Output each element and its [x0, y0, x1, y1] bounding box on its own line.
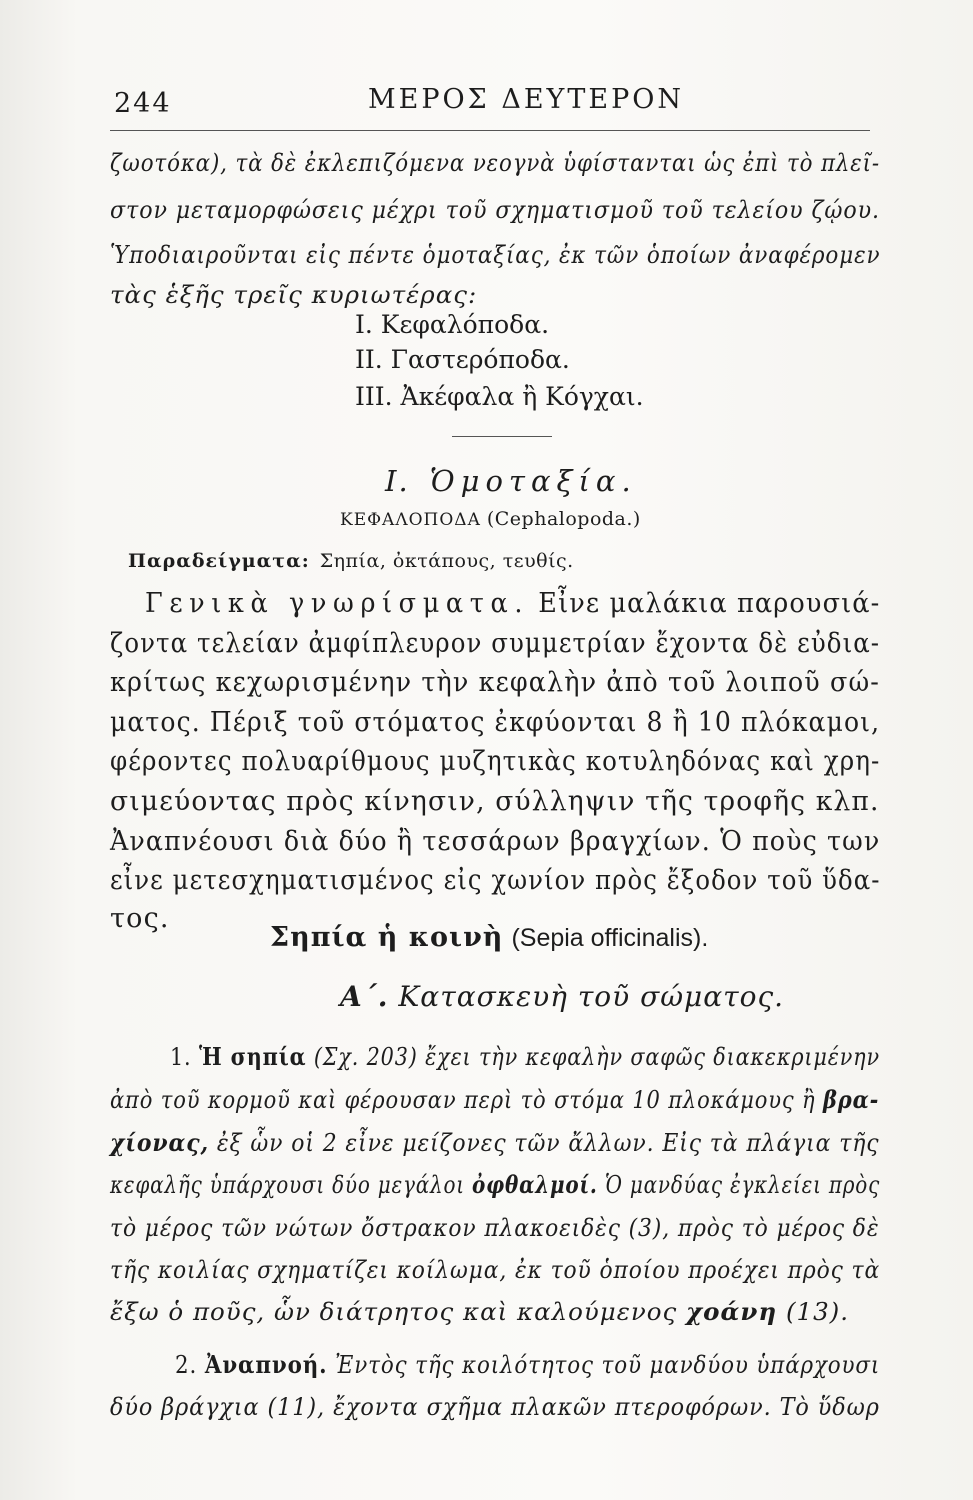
para1-line-5: τὸ μέρος τῶν νώτων ὄστρακον πλακοειδὲς (3), πρὸς τὸ μέρος δὲ [110, 1213, 880, 1242]
characteristics-line-2: ζοντα τελείαν ἀμφίπλευρον συμμετρίαν ἔχοντα δὲ εὐδια- [110, 628, 881, 659]
intro-line-2: στον μεταμορφώσεις μέχρι τοῦ σχηματισμοῦ τοῦ τελείου ζῴου. [110, 195, 880, 224]
subtitle-greek: ΚΕΦΑΛΟΠΟΔΑ [340, 510, 481, 530]
section-title: Ὁμοταξία. [429, 464, 637, 498]
para1-line-7-pre: ἔξω ὁ ποῦς, ὧν διάτρητος καὶ καλούμενος [110, 1297, 678, 1326]
characteristics-line-9: τος. [110, 903, 170, 934]
para1-term-brachiones-end: χίονας, [110, 1128, 210, 1157]
characteristics-line-7: Ἀναπνέουσι διὰ δύο ἢ τεσσάρων βραγχίων. Ὁ ποὺς των [110, 826, 881, 857]
intro-line-3: Ὑποδιαιροῦνται εἰς πέντε ὁμοταξίας, ἐκ τῶν ὁποίων ἀναφέρομεν [110, 240, 881, 269]
para1-term-brachiones: βρα- [823, 1085, 880, 1114]
para1-line-7-rest: (13). [785, 1297, 850, 1326]
running-head: ΜΕΡΟΣ ΔΕΥΤΕΡΟΝ [368, 84, 685, 115]
class-item-2: II. Γαστερόποδα. [355, 345, 570, 374]
subtitle-latin: (Cephalopoda.) [486, 508, 641, 530]
page-number: 244 [114, 88, 172, 119]
subsection-heading [340, 980, 784, 1013]
class-item-3: III. Ἀκέφαλα ἢ Κόγχαι. [355, 382, 644, 411]
section-subtitle [340, 508, 641, 530]
species-latin: (Sepia officinalis). [511, 924, 709, 952]
section-heading [385, 464, 637, 498]
characteristics-line-4: ματος. Πέριξ τοῦ στόματος ἐκφύονται 8 ἢ 10 πλόκαμοι, [110, 707, 881, 738]
para1-line-4-pre: κεφαλῆς ὑπάρχουσι δύο μεγάλοι [110, 1170, 465, 1199]
para1-line-6: τῆς κοιλίας σχηματίζει κοίλωμα, ἐκ τοῦ ὁποίου προέχει πρὸς τὰ [110, 1255, 881, 1284]
intro-line-4: τὰς ἑξῆς τρεῖς κυριωτέρας: [110, 280, 478, 309]
species-name: Σηπία ἡ κοινὴ [270, 922, 504, 953]
para1-keyword: Ἡ σηπία [198, 1042, 307, 1071]
para1-line-7 [110, 1297, 849, 1326]
characteristics-line-5: φέροντες πολυαρίθμους μυζητικὰς κοτυληδόνας καὶ χρη- [110, 746, 881, 777]
para2-keyword: Ἀναπνοή. [204, 1350, 328, 1379]
characteristics-line-8: εἶνε μετεσχηματισμένος εἰς χωνίον πρὸς ἔξοδον τοῦ ὕδα- [110, 865, 881, 896]
class-item-1: I. Κεφαλόποδα. [355, 310, 550, 339]
section-number: I. [385, 464, 410, 498]
para1-line-1 [170, 1042, 880, 1071]
subsection-title: Κατασκευὴ τοῦ σώματος. [398, 980, 785, 1013]
para1-line-4 [110, 1170, 880, 1199]
para1-line-2 [110, 1085, 879, 1114]
section-divider [452, 436, 552, 437]
para2-line-1 [175, 1350, 880, 1379]
characteristics-line-6: σιμεύοντας πρὸς κίνησιν, σύλληψιν τῆς τροφῆς κλπ. [110, 786, 880, 817]
para1-line-2-pre: ἀπὸ τοῦ κορμοῦ καὶ φέρουσαν περὶ τὸ στόμα 10 πλοκάμους ἢ [110, 1085, 816, 1114]
intro-line-1: ζωοτόκα), τὰ δὲ ἐκλεπιζόμενα νεογνὰ ὑφίστανται ὡς ἐπὶ τὸ πλεῖ- [110, 148, 880, 177]
para1-line-3-rest: ἐξ ὧν οἱ 2 εἶνε μείζονες τῶν ἄλλων. Εἰς τὰ πλάγια τῆς [216, 1128, 880, 1157]
para2-line-1-rest: Ἐντὸς τῆς κοιλότητος τοῦ μανδύου ὑπάρχουσι [335, 1350, 881, 1379]
para1-term-eyes: ὀφθαλμοί. [472, 1170, 598, 1199]
page-header [110, 78, 870, 131]
para1-line-3 [110, 1128, 879, 1157]
characteristics-label: Γενικὰ γνωρίσματα. [145, 588, 530, 619]
examples-text: Σηπία, ὀκτάπους, τευθίς. [319, 550, 574, 572]
examples-label: Παραδείγματα: [128, 550, 310, 572]
para1-line-1-rest: (Σχ. 203) ἔχει τὴν κεφαλὴν σαφῶς διακεκριμένην [313, 1042, 880, 1071]
characteristics-line-1 [145, 588, 880, 619]
subsection-letter: Α΄. [340, 980, 389, 1013]
characteristics-line-3: κρίτως κεχωρισμένην τὴν κεφαλὴν ἀπὸ τοῦ λοιποῦ σώ- [110, 667, 881, 698]
para2-line-2: δύο βράγχια (11), ἔχοντα σχῆμα πλακῶν πτεροφόρων. Τὸ ὕδωρ [110, 1392, 880, 1421]
para1-term-funnel: χοάνη [686, 1297, 778, 1326]
para1-line-4-rest: Ὁ μανδύας ἐγκλείει πρὸς [604, 1170, 881, 1199]
characteristics-line-1-rest: Εἶνε μαλάκια παρουσιά- [538, 588, 881, 619]
para1-number: 1. [170, 1042, 192, 1071]
species-heading [270, 922, 708, 953]
para2-number: 2. [175, 1350, 198, 1379]
examples-line [128, 550, 574, 572]
